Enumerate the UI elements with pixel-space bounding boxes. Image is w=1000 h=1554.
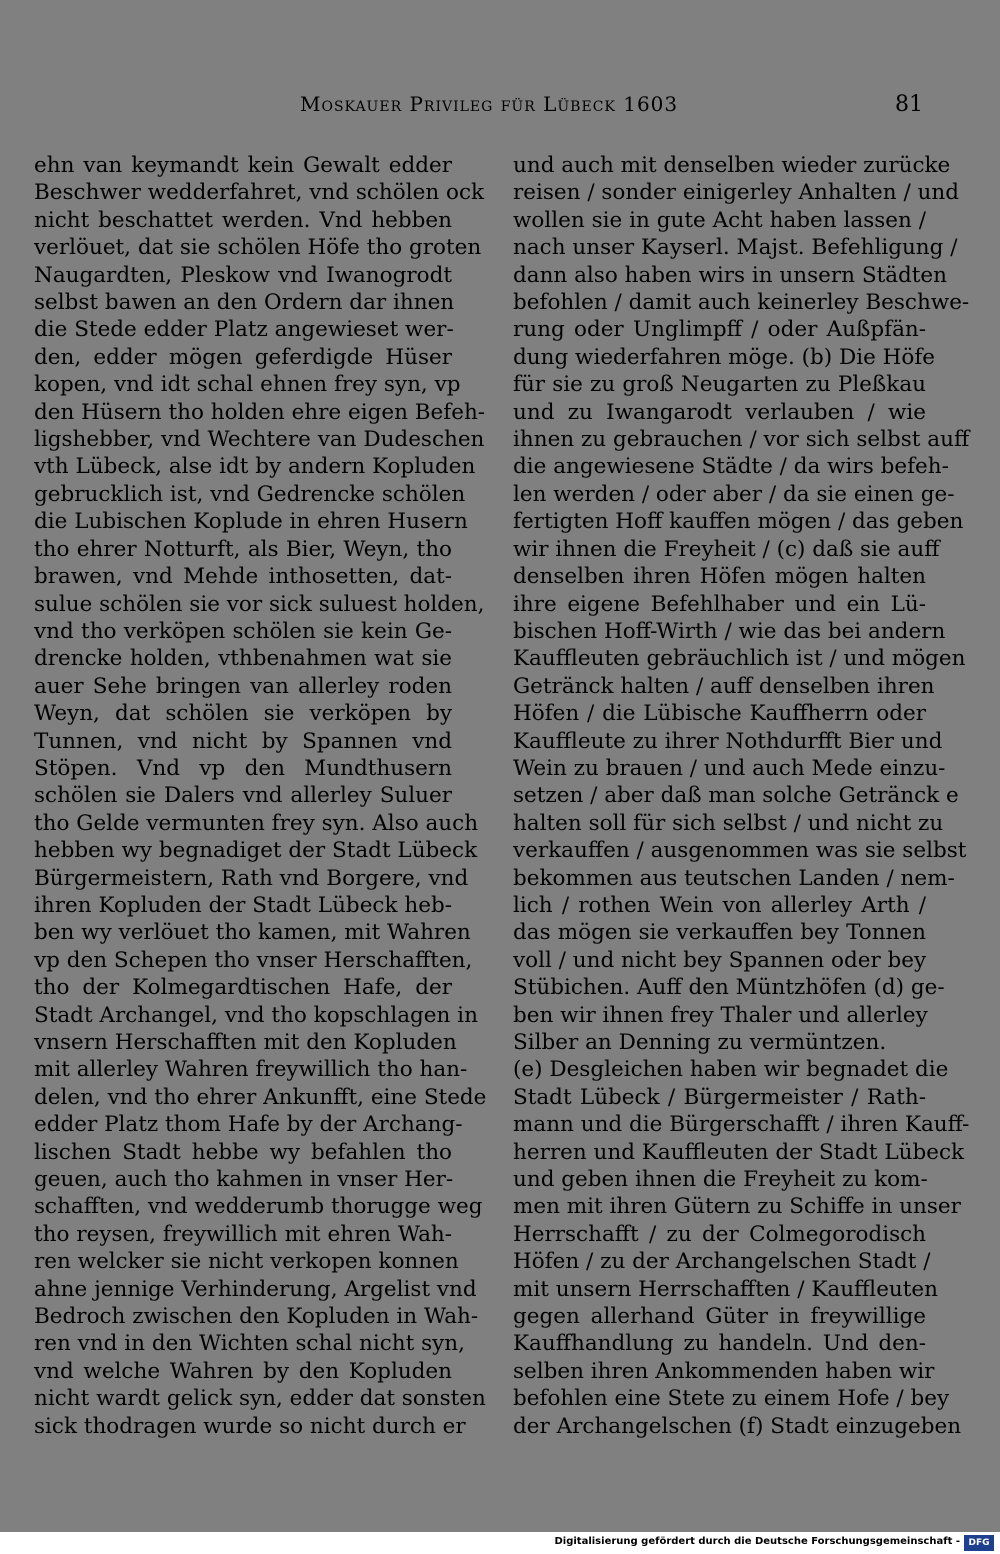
text-line: hebben wy begnadiget der Stadt Lübeck xyxy=(34,838,478,864)
right-text-column xyxy=(513,152,970,1440)
text-line: schafften, vnd wedderumb thorugge weg xyxy=(34,1194,483,1220)
text-line: für sie zu groß Neugarten zu Pleßkau xyxy=(513,372,926,398)
text-line: ehn van keymandt kein Gewalt edder xyxy=(34,153,452,178)
text-line: ihren Kopluden der Stadt Lübeck heb- xyxy=(34,892,452,918)
text-line: der Archangelschen (f) Stadt einzugeben xyxy=(513,1413,962,1439)
text-line: Naugardten, Pleskow vnd Iwanogrodt xyxy=(34,262,452,288)
text-line: ren welcker sie nicht verkopen konnen xyxy=(34,1249,459,1275)
text-line: voll / und nicht bey Spannen oder bey xyxy=(513,947,927,973)
text-line: bekommen aus teutschen Landen / nem- xyxy=(513,865,955,891)
text-line: ligshebber, vnd Wechtere van Dudeschen xyxy=(34,427,485,453)
text-line: vnd tho verköpen schölen sie kein Ge- xyxy=(34,618,452,644)
text-line: befohlen eine Stete zu einem Hofe / bey xyxy=(513,1386,950,1412)
text-line: (e) Desgleichen haben wir begnadet die xyxy=(513,1057,949,1083)
text-line: mit allerley Wahren freywillich tho han- xyxy=(34,1057,468,1083)
text-line: auer Sehe bringen van allerley roden xyxy=(34,673,452,699)
text-line: herren und Kauffleuten der Stadt Lübeck xyxy=(513,1139,965,1165)
text-line: Kauffhandlung zu handeln. Und den- xyxy=(513,1331,926,1357)
text-line: die Stede edder Platz angewieset wer- xyxy=(34,317,454,343)
text-line: den, edder mögen geferdigde Hüser xyxy=(34,344,452,370)
text-line: lich / rothen Wein von allerley Arth / xyxy=(513,892,926,918)
footer-bar xyxy=(0,1532,1000,1554)
text-line: Stadt Archangel, vnd tho kopschlagen in xyxy=(34,1002,478,1028)
text-line: befohlen / damit auch keinerley Beschwe- xyxy=(513,290,970,316)
text-line: Beschwer wedderfahret, vnd schölen ock xyxy=(34,180,485,206)
text-line: lischen Stadt hebbe wy befahlen tho xyxy=(34,1139,452,1165)
text-line: sick thodragen wurde so nicht durch er xyxy=(34,1413,466,1439)
dfg-logo: DFG xyxy=(964,1535,994,1551)
text-line: setzen / aber daß man solche Getränck e xyxy=(513,783,959,809)
text-line: ben wy verlöuet tho kamen, mit Wahren xyxy=(34,920,471,946)
text-line: Kauffleuten gebräuchlich ist / und mögen xyxy=(513,646,966,672)
text-line: Silber an Denning zu vermüntzen. xyxy=(513,1030,887,1055)
text-line: tho reysen, freywillich mit ehren Wah- xyxy=(34,1221,452,1247)
text-line: mit unsern Herrschafften / Kauffleuten xyxy=(513,1276,938,1302)
text-line: bischen Hoff-Wirth / wie das bei andern xyxy=(513,618,946,644)
text-line: die Lubischen Koplude in ehren Husern xyxy=(34,509,468,535)
text-line: den Hüsern tho holden ehre eigen Befeh- xyxy=(34,399,486,425)
text-line: halten soll für sich selbst / und nicht zu xyxy=(513,810,944,836)
text-line: die angewiesene Städte / da wirs befeh- xyxy=(513,454,949,480)
text-line: wollen sie in gute Acht haben lassen / xyxy=(513,207,926,233)
text-line: len werden / oder aber / da sie einen ge- xyxy=(513,481,955,507)
text-line: Stadt Lübeck / Bürgermeister / Rath- xyxy=(513,1084,926,1110)
text-line: gegen allerhand Güter in freywillige xyxy=(513,1304,926,1330)
text-line: nicht wardt gelick syn, edder dat sonsten xyxy=(34,1386,486,1412)
text-line: und auch mit denselben wieder zurücke xyxy=(513,153,951,178)
text-line: men mit ihren Gütern zu Schiffe in unser xyxy=(513,1194,961,1220)
text-line: und geben ihnen die Freyheit zu kom- xyxy=(513,1167,928,1193)
text-line: vnsern Herschafften mit den Kopluden xyxy=(34,1030,457,1055)
text-line: ihnen zu gebrauchen / vor sich selbst auff xyxy=(513,427,970,453)
text-line: Wein zu brauen / und auch Mede einzu- xyxy=(513,755,946,781)
text-line: sulue schölen sie vor sick suluest holden, xyxy=(34,591,485,617)
text-line: tho ehrer Notturft, als Bier, Weyn, tho xyxy=(34,536,452,562)
text-line: tho Gelde vermunten frey syn. Also auch xyxy=(34,810,479,836)
text-line: nicht beschattet werden. Vnd hebben xyxy=(34,207,452,233)
text-line: Stübichen. Auff den Müntzhöfen (d) ge- xyxy=(513,975,945,1001)
text-line: verlöuet, dat sie schölen Höfe tho groten xyxy=(34,235,482,261)
text-line: das mögen sie verkauffen bey Tonnen xyxy=(513,920,926,946)
text-line: Stöpen. Vnd vp den Mundthusern xyxy=(34,755,452,781)
text-line: brawen, vnd Mehde inthosetten, dat- xyxy=(34,564,452,590)
text-line: vnd welche Wahren by den Kopluden xyxy=(34,1358,452,1384)
text-line: geuen, auch tho kahmen in vnser Her- xyxy=(34,1167,454,1193)
text-line: nach unser Kayserl. Majst. Befehligung / xyxy=(513,235,958,261)
text-line: selben ihren Ankommenden haben wir xyxy=(513,1358,935,1384)
text-line: delen, vnd tho ehrer Ankunfft, eine Stede xyxy=(34,1084,487,1110)
text-line: reisen / sonder einigerley Anhalten / und xyxy=(513,180,959,206)
text-line: ahne jennige Verhinderung, Argelist vnd xyxy=(34,1276,477,1302)
text-line: verkauffen / ausgenommen was sie selbst xyxy=(513,838,967,864)
text-line: tho der Kolmegardtischen Hafe, der xyxy=(34,975,452,1001)
text-line: denselben ihren Höfen mögen halten xyxy=(513,564,926,590)
text-line: Kauffleute zu ihrer Nothdurfft Bier und xyxy=(513,728,943,754)
text-line: vth Lübeck, alse idt by andern Kopluden xyxy=(34,454,476,480)
text-line: ihre eigene Befehlhaber und ein Lü- xyxy=(513,591,926,617)
running-title: Moskauer Privileg für Lübeck 1603 xyxy=(300,92,679,116)
page-number: 81 xyxy=(895,92,923,117)
text-line: Bedroch zwischen den Kopluden in Wah- xyxy=(34,1304,479,1330)
text-line: ben wir ihnen frey Thaler und allerley xyxy=(513,1002,928,1028)
text-line: gebrucklich ist, vnd Gedrencke schölen xyxy=(34,481,466,507)
text-line: drencke holden, vthbenahmen wat sie xyxy=(34,646,452,672)
text-line: Bürgermeistern, Rath vnd Borgere, vnd xyxy=(34,865,469,891)
text-line: Tunnen, vnd nicht by Spannen vnd xyxy=(34,728,452,754)
text-line: Herrschafft / zu der Colmegorodisch xyxy=(513,1221,926,1247)
text-line: dann also haben wirs in unsern Städten xyxy=(513,262,947,288)
text-line: Höfen / zu der Archangelschen Stadt / xyxy=(513,1249,931,1275)
text-line: selbst bawen an den Ordern dar ihnen xyxy=(34,290,455,316)
text-line: edder Platz thom Hafe by der Archang- xyxy=(34,1112,463,1138)
text-line: Höfen / die Lübische Kauffherrn oder xyxy=(513,701,926,727)
text-line: dung wiederfahren möge. (b) Die Höfe xyxy=(513,344,936,370)
text-line: Getränck halten / auff denselben ihren xyxy=(513,673,935,699)
text-line: mann und die Bürgerschafft / ihren Kauff- xyxy=(513,1112,970,1138)
text-line: rung oder Unglimpff / oder Außpfän- xyxy=(513,317,926,343)
text-line: vp den Schepen tho vnser Herschafften, xyxy=(34,947,473,973)
left-text-column xyxy=(34,152,487,1440)
text-line: kopen, vnd idt schal ehnen frey syn, vp xyxy=(34,372,461,398)
text-line: ren vnd in den Wichten schal nicht syn, xyxy=(34,1331,465,1357)
text-line: schölen sie Dalers vnd allerley Suluer xyxy=(34,783,452,809)
text-line: fertigten Hoff kauffen mögen / das geben xyxy=(513,509,964,535)
text-line: und zu Iwangarodt verlauben / wie xyxy=(513,399,926,425)
funding-credit: Digitalisierung gefördert durch die Deutsche Forschungsgemeinschaft - xyxy=(554,1536,960,1547)
text-line: wir ihnen die Freyheit / (c) daß sie auff xyxy=(513,536,940,562)
text-line: Weyn, dat schölen sie verköpen by xyxy=(34,701,452,727)
